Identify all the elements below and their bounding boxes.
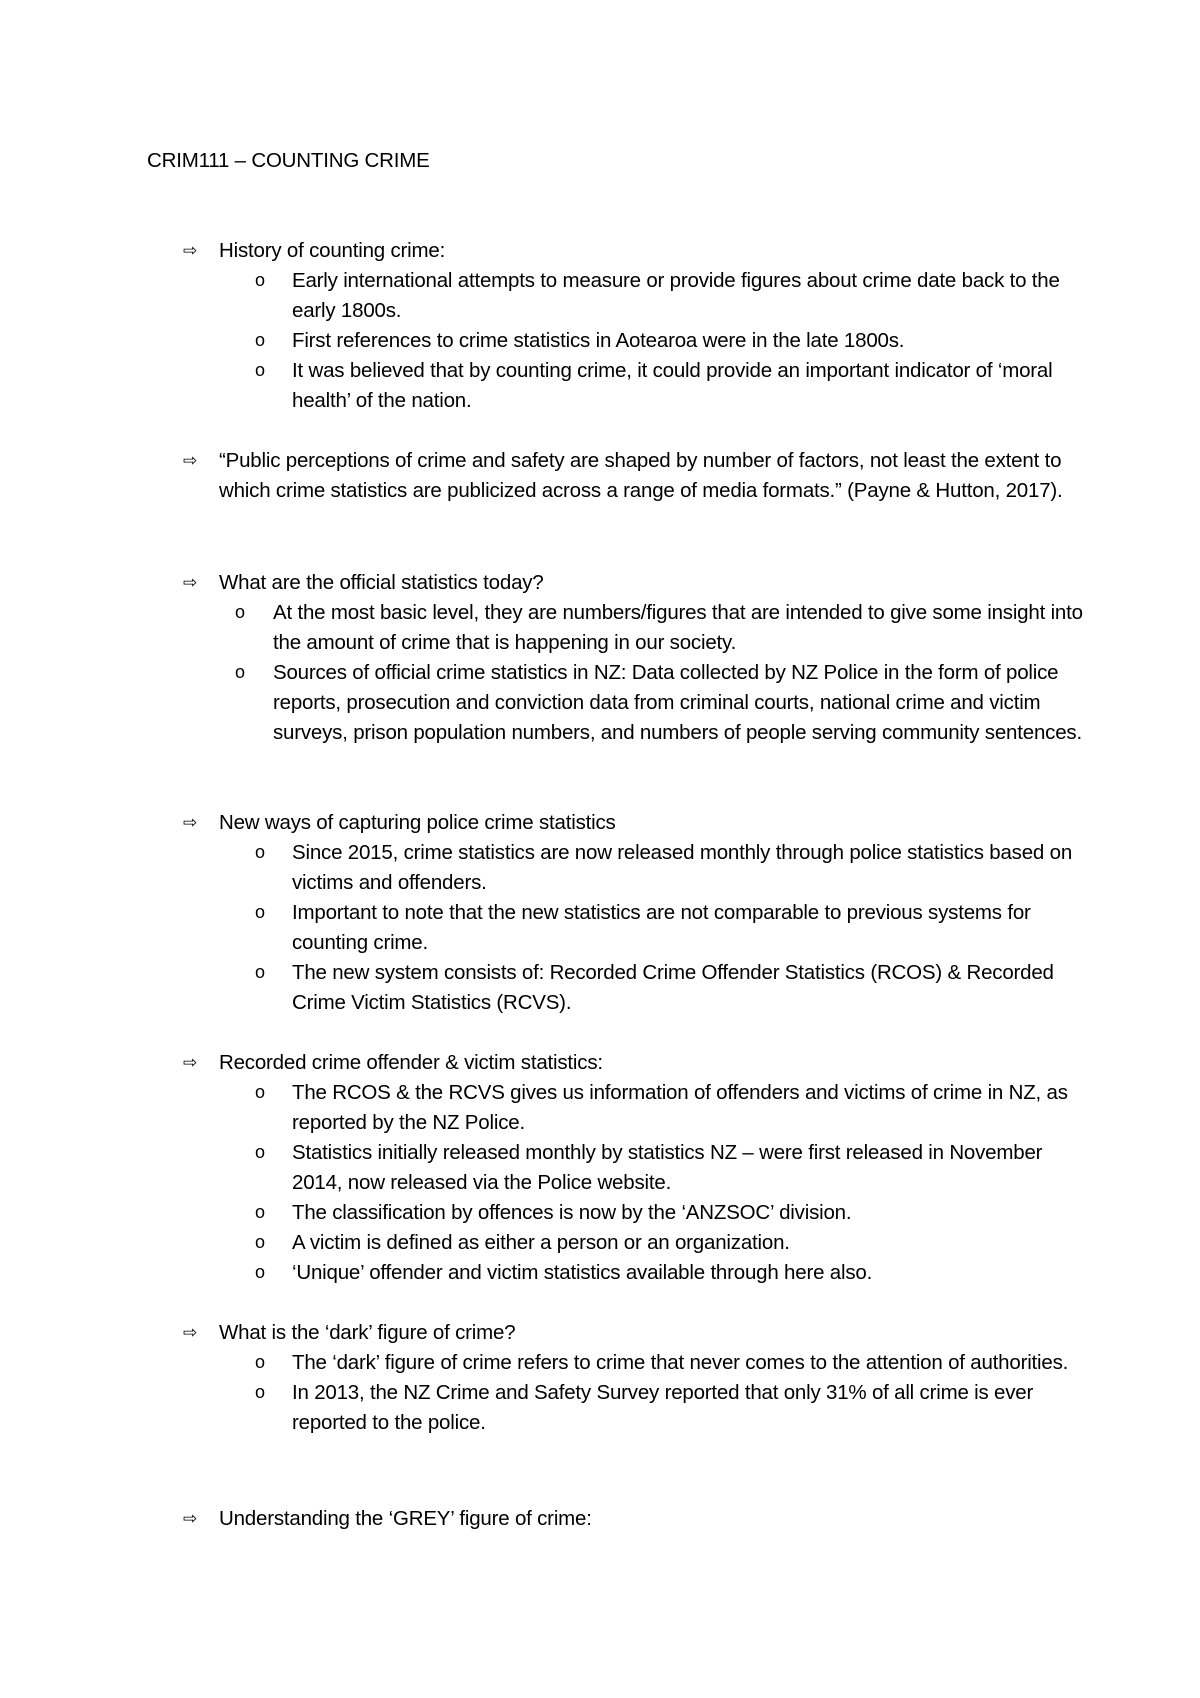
list-item: [183, 658, 1083, 748]
list-item: [183, 1078, 1083, 1138]
sub-list: [183, 1078, 1083, 1288]
circle-bullet-icon: o: [255, 1382, 265, 1402]
section-grey-figure: [183, 1504, 1083, 1534]
list-item-text: Early international attempts to measure or provide figures about crime date back to the early 1800s.: [292, 269, 1060, 322]
circle-bullet-icon: o: [255, 962, 265, 982]
list-item-text: A victim is defined as either a person or an organization.: [292, 1231, 790, 1254]
section-heading: [183, 236, 1083, 266]
list-item: [183, 356, 1083, 416]
list-item: [183, 1258, 1083, 1288]
arrow-right-icon: ⇨: [183, 1323, 198, 1342]
section-heading-text: Recorded crime offender & victim statistics:: [219, 1051, 603, 1074]
circle-bullet-icon: o: [235, 602, 245, 622]
circle-bullet-icon: o: [255, 360, 265, 380]
section-heading-text: New ways of capturing police crime statistics: [219, 811, 616, 834]
arrow-right-icon: ⇨: [183, 573, 198, 592]
section-heading: [183, 808, 1083, 838]
section-quote: [183, 446, 1083, 506]
list-item-text: The classification by offences is now by the ‘ANZSOC’ division.: [292, 1201, 852, 1224]
sub-list: [183, 838, 1083, 1018]
circle-bullet-icon: o: [255, 1262, 265, 1282]
list-item-text: First references to crime statistics in Aotearoa were in the late 1800s.: [292, 329, 905, 352]
section-dark-figure: [183, 1318, 1083, 1438]
list-item-text: Since 2015, crime statistics are now released monthly through police statistics based on victims and offenders.: [292, 841, 1073, 894]
sub-list: [183, 1348, 1083, 1438]
list-item-text: In 2013, the NZ Crime and Safety Survey reported that only 31% of all crime is ever reported to the police.: [292, 1381, 1034, 1434]
list-item-text: ‘Unique’ offender and victim statistics available through here also.: [292, 1261, 873, 1284]
list-item-text: Sources of official crime statistics in NZ: Data collected by NZ Police in the form of police reports, prosecution and conviction data from criminal courts, national crime and victim surveys, prison population numbers, and numbers of people serving community sentences.: [273, 661, 1082, 744]
circle-bullet-icon: o: [235, 662, 245, 682]
sub-list: [183, 266, 1083, 416]
arrow-right-icon: ⇨: [183, 1509, 198, 1528]
list-item: [183, 326, 1083, 356]
page-title: CRIM111 – COUNTING CRIME: [147, 149, 430, 172]
section-heading-text: Understanding the ‘GREY’ figure of crime:: [219, 1507, 592, 1530]
section-heading: [183, 568, 1083, 598]
list-item-text: The RCOS & the RCVS gives us information of offenders and victims of crime in NZ, as reported by the NZ Police.: [292, 1081, 1068, 1134]
circle-bullet-icon: o: [255, 902, 265, 922]
arrow-right-icon: ⇨: [183, 241, 198, 260]
list-item-text: The ‘dark’ figure of crime refers to crime that never comes to the attention of authorities.: [292, 1351, 1069, 1374]
section-heading-text: What are the official statistics today?: [219, 571, 544, 594]
list-item-text: The new system consists of: Recorded Crime Offender Statistics (RCOS) & Recorded Crime Victim Statistics (RCVS).: [292, 961, 1054, 1014]
circle-bullet-icon: o: [255, 1352, 265, 1372]
list-item-text: Important to note that the new statistics are not comparable to previous systems for counting crime.: [292, 901, 1031, 954]
circle-bullet-icon: o: [255, 1232, 265, 1252]
section-heading: [183, 1048, 1083, 1078]
section-heading-text: History of counting crime:: [219, 239, 446, 262]
circle-bullet-icon: o: [255, 1142, 265, 1162]
section-heading-text: “Public perceptions of crime and safety are shaped by number of factors, not least the extent to which crime statistics are publicized across a range of media formats.” (Payne & Hutton, 2017).: [219, 449, 1063, 502]
list-item: [183, 958, 1083, 1018]
circle-bullet-icon: o: [255, 1082, 265, 1102]
arrow-right-icon: ⇨: [183, 1053, 198, 1072]
circle-bullet-icon: o: [255, 1202, 265, 1222]
circle-bullet-icon: o: [255, 330, 265, 350]
section-history: [183, 236, 1083, 416]
circle-bullet-icon: o: [255, 270, 265, 290]
section-official-statistics: [183, 568, 1083, 748]
arrow-right-icon: ⇨: [183, 451, 198, 470]
section-recorded-statistics: [183, 1048, 1083, 1288]
list-item-text: It was believed that by counting crime, it could provide an important indicator of ‘moral health’ of the nation.: [292, 359, 1053, 412]
list-item: [183, 1138, 1083, 1198]
section-heading: [183, 446, 1083, 506]
list-item: [183, 838, 1083, 898]
list-item: [183, 598, 1083, 658]
list-item: [183, 1348, 1083, 1378]
list-item: [183, 1198, 1083, 1228]
list-item: [183, 898, 1083, 958]
list-item: [183, 1378, 1083, 1438]
section-heading: [183, 1504, 1083, 1534]
arrow-right-icon: ⇨: [183, 813, 198, 832]
section-new-ways: [183, 808, 1083, 1018]
section-heading-text: What is the ‘dark’ figure of crime?: [219, 1321, 516, 1344]
list-item: [183, 1228, 1083, 1258]
list-item-text: Statistics initially released monthly by statistics NZ – were first released in November 2014, now released via the Police website.: [292, 1141, 1043, 1194]
circle-bullet-icon: o: [255, 842, 265, 862]
list-item: [183, 266, 1083, 326]
sub-list: [183, 598, 1083, 748]
list-item-text: At the most basic level, they are numbers/figures that are intended to give some insight into the amount of crime that is happening in our society.: [273, 601, 1083, 654]
section-heading: [183, 1318, 1083, 1348]
